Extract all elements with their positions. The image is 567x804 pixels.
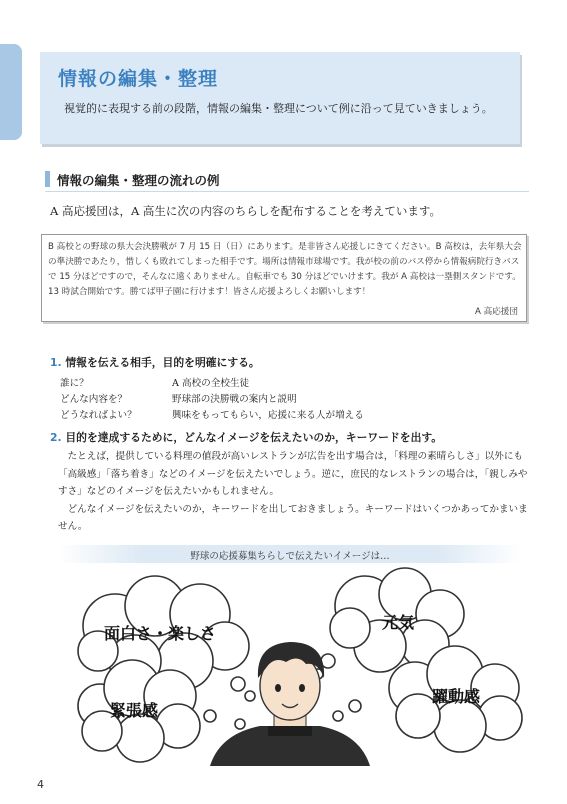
- thought-clouds-illustration: [60, 566, 530, 766]
- step2-heading: [50, 430, 442, 445]
- page-subtitle: 視覚的に表現する前の段階，情報の編集・整理について例に沿って見ていきましょう。: [64, 102, 493, 115]
- qa-row: [60, 407, 364, 421]
- qa-question: 誰に？: [60, 378, 89, 389]
- keyword-genki: 元気: [382, 613, 415, 632]
- illustration-caption: 野球の応援募集ちらしで伝えたいイメージは…: [190, 551, 390, 562]
- illustration: [60, 566, 530, 770]
- flyer-signature: A 高応援団: [475, 307, 518, 317]
- step2-title: 目的を達成するために，どんなイメージを伝えたいのか，キーワードを出す。: [65, 431, 443, 444]
- qa-row: [60, 391, 297, 405]
- step2-body: [58, 448, 534, 536]
- flyer-body: B 高校との野球の県大会決勝戦が 7 月 15 日（日）にあります。是非皆さん応援しにきてください。B 高校は，去年県大会の準決勝であたり，惜しくも敗れてしまった相手です。場所は情報市球場です。我が校の前のバス停から情報病院行きバスで 15 分ほどですので，そんなに遠くありません。自転車でも 30 分ほどでいけます。我が A 高校は一塁側スタンドです。13 時試合開始です。勝てば甲子園に行けます！皆さん応援よろしくお願いします！: [48, 242, 522, 297]
- section-divider: [45, 191, 529, 192]
- qa-answer: 野球部の決勝戦の案内と説明: [172, 394, 297, 405]
- qa-question: どんな内容を？: [60, 394, 128, 405]
- page-title: 情報の編集・整理: [58, 68, 219, 90]
- qa-question: どうなればよい？: [60, 410, 137, 421]
- qa-row: [60, 375, 250, 389]
- intro-text: A 高応援団は，A 高生に次の内容のちらしを配布することを考えています。: [50, 204, 441, 218]
- step1-title: 情報を伝える相手，目的を明確にする。: [65, 356, 260, 369]
- keyword-tension: 緊張感: [110, 701, 159, 720]
- qa-answer: A 高校の全校生徒: [172, 378, 250, 389]
- flyer-box: [41, 234, 527, 322]
- side-tab: [0, 44, 22, 140]
- step2-paragraph-1: たとえば，提供している料理の値段が高いレストランが広告を出す場合は，「料理の素晴らしさ」以外にも「高級感」「落ち着き」などのイメージを伝えたいでしょう。逆に，庶民的なレストランの場合は，「親しみやすさ」などのイメージを伝えたいかもしれません。: [58, 451, 528, 497]
- step2-paragraph-2: どんなイメージを伝えたいのか，キーワードを出しておきましょう。キーワードはいくつかあってかまいません。: [58, 503, 528, 532]
- qa-answer: 興味をもってもらい，応援に来る人が増える: [172, 410, 364, 421]
- header-panel: [40, 52, 520, 144]
- keyword-fun: 面白さ・楽しさ: [104, 624, 217, 643]
- page-number: 4: [37, 778, 44, 791]
- section-marker: [45, 171, 50, 187]
- step1-number: 1.: [50, 356, 62, 369]
- illustration-caption-band: [58, 545, 522, 563]
- section-title: 情報の編集・整理の流れの例: [57, 173, 220, 188]
- step1-heading: [50, 355, 260, 370]
- keyword-dynamic: 躍動感: [432, 687, 481, 706]
- step2-number: 2.: [50, 431, 62, 444]
